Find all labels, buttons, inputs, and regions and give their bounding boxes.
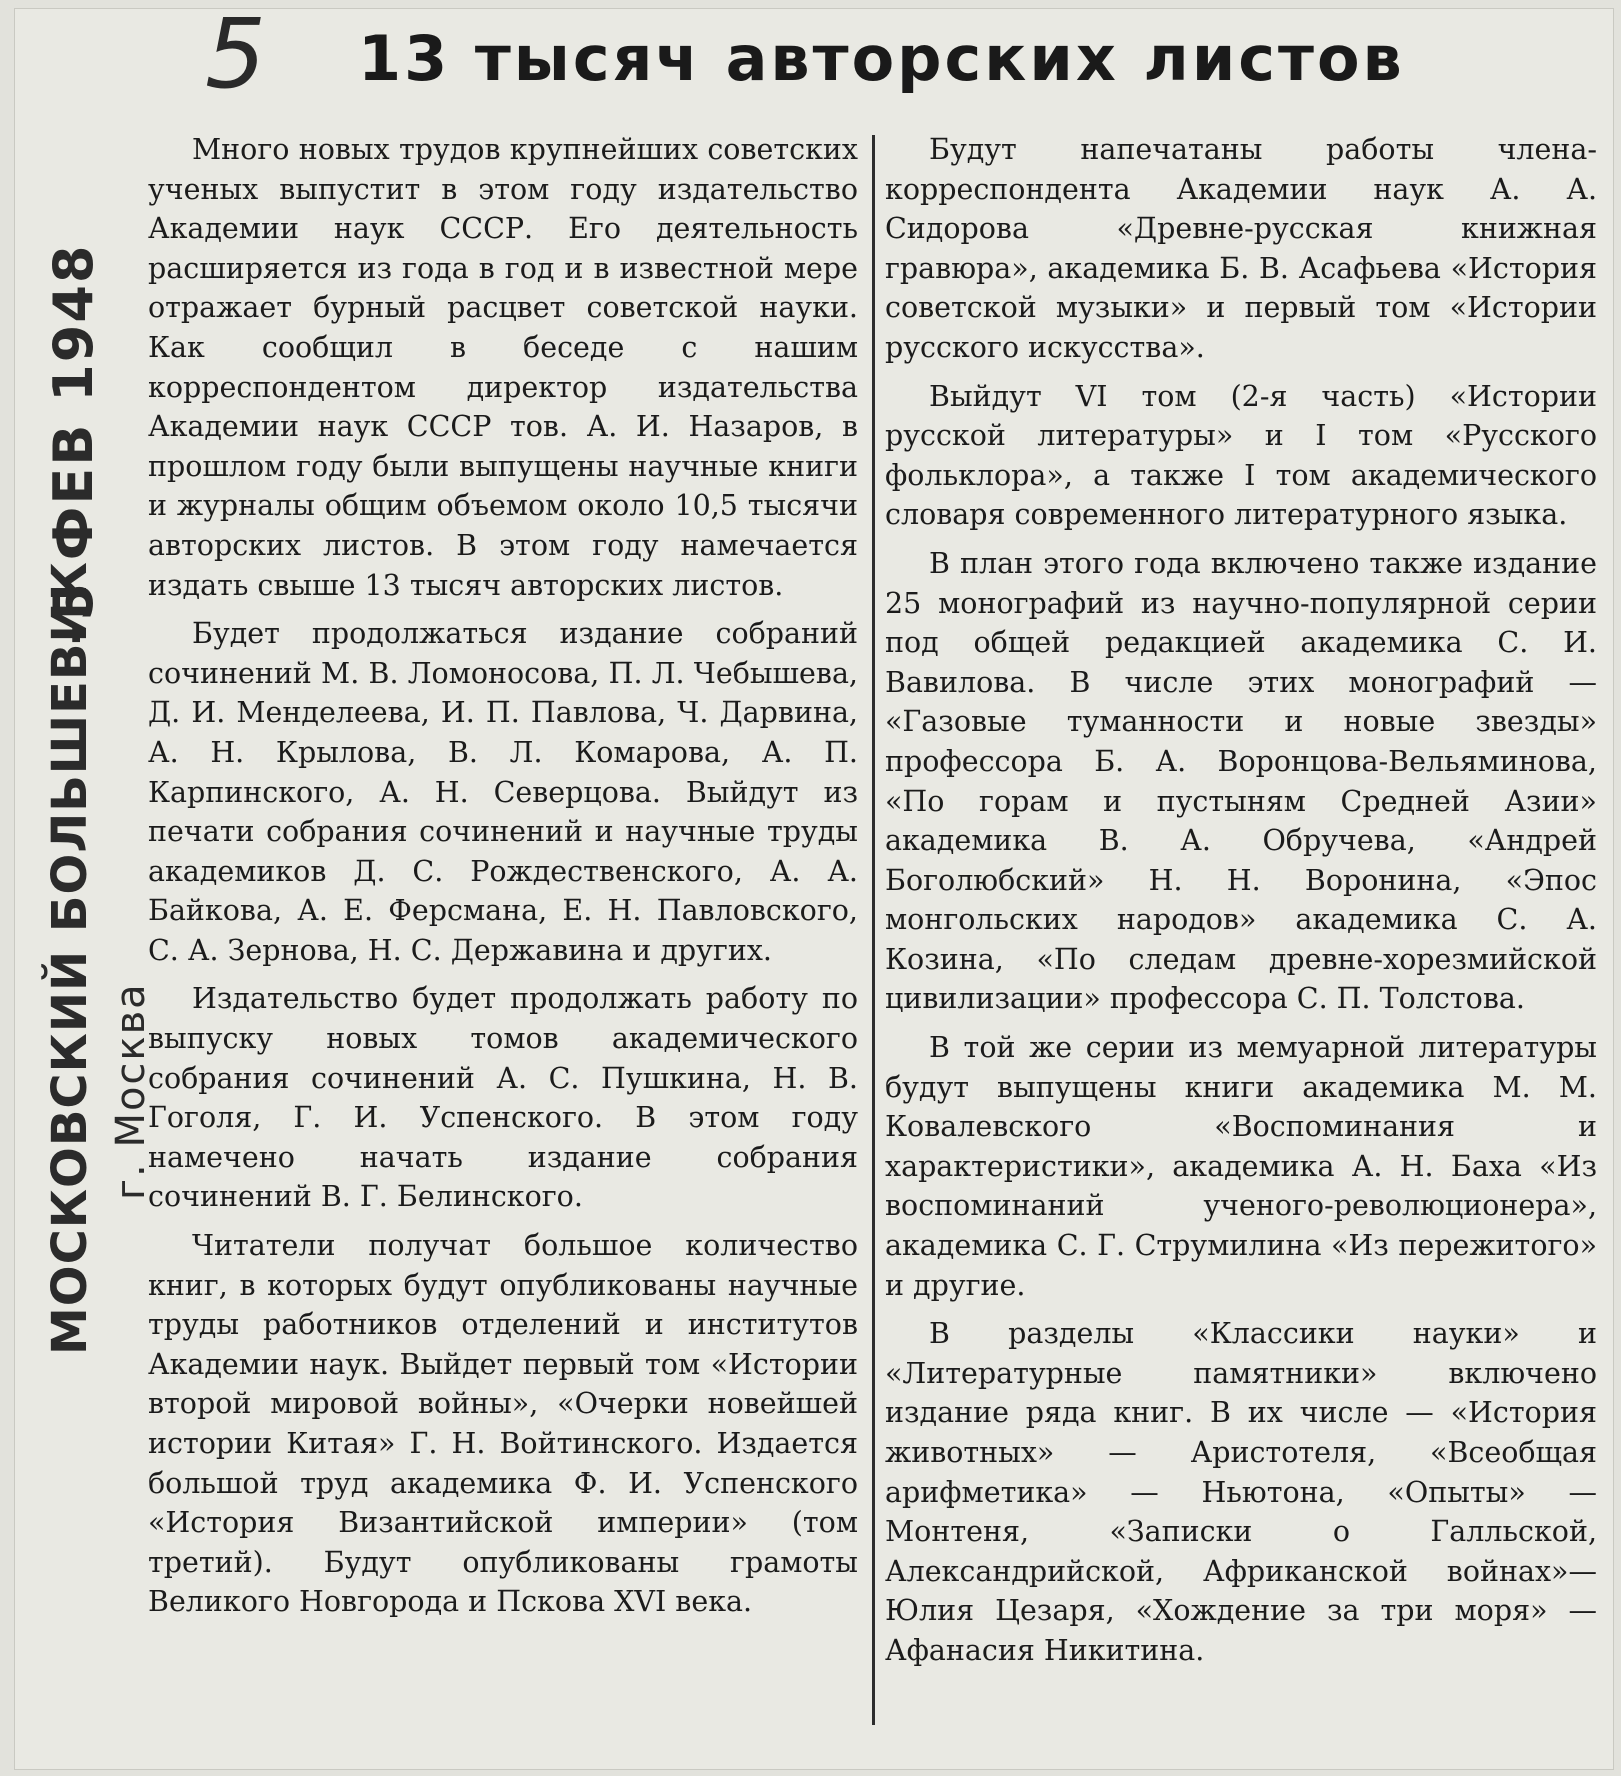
city-stamp: г. Москва (108, 982, 154, 1200)
handwritten-page-number: 5 (205, 0, 267, 110)
article-column-left (148, 130, 858, 1631)
date-stamp: -5 ФЕВ 1948 (42, 243, 105, 645)
column-divider (872, 135, 875, 1725)
paragraph: В план этого года включено также издание 25 монографий из научно-популярной серии под общей редакцией академика С. И. Вавилова. В числе этих монографий — «Газовые туманности и новые звезды» профессора Б. А. Воронцова-Вельяминова, «По горам и пустыням Средней Азии» академика В. А. Обручева, «Андрей Боголюбский» Н. Н. Воронина, «Эпос монгольских народов» академика С. А. Козина, «По следам древне-хорезмийской цивилизации» профессора С. П. Толстова. (885, 546, 1597, 1016)
paragraph: Будут напечатаны работы члена-корреспондента Академии наук А. А. Сидорова «Древне-русская книжная гравюра», академика Б. В. Асафьева «История советской музыки» и первый том «Истории русского искусства». (885, 133, 1597, 364)
paragraph: В той же серии из мемуарной литературы будут выпущены книги академика М. М. Ковалевского «Воспоминания и характеристики», академика А. Н. Баха «Из воспоминаний ученого-революционера», академика С. Г. Струмилина «Из пережитого» и другие. (885, 1031, 1597, 1302)
paragraph: Много новых трудов крупнейших советских ученых выпустит в этом году издательство Академии наук СССР. Его деятельность расширяется из года в год и в известной мере отражает бурный расцвет советской науки. Как сообщил в беседе с нашим корреспондентом директор издательства Академии наук СССР тов. А. И. Назаров, в прошлом году были выпущены научные книги и журналы общим объемом около 10,5 тысячи авторских листов. В этом году намечается издать свыше 13 тысяч авторских листов. (148, 133, 858, 602)
paragraph: Читатели получат большое количество книг, в которых будут опубликованы научные труды работников отделений и институтов Академии наук. Выйдет первый том «Истории второй мировой войны», «Очерки новейшей истории Китая» Г. Н. Войтинского. Издается большой труд академика Ф. И. Успенского «История Византийской империи» (том третий). Будут опубликованы грамоты Великого Новгорода и Пскова XVI века. (148, 1229, 858, 1619)
paragraph: Издательство будет продолжать работу по выпуску новых томов академического собрания сочинений А. С. Пушкина, Н. В. Гоголя, Г. И. Успенского. В этом году намечено начать издание собрания сочинений В. Г. Белинского. (148, 982, 858, 1214)
paragraph: Будет продолжаться издание собраний сочинений М. В. Ломоносова, П. Л. Чебышева, Д. И. Менделеева, И. П. Павлова, Ч. Дарвина, А. Н. Крылова, В. Л. Комарова, А. П. Карпинского, А. Н. Северцова. Выйдут из печати собрания сочинений и научные труды академиков Д. С. Рождественского, А. А. Байкова, А. Е. Ферсмана, Е. Н. Павловского, С. А. Зернова, Н. С. Державина и других. (148, 617, 858, 967)
paragraph: Выйдут VI том (2-я часть) «Истории русской литературы» и I том «Русского фольклора», а также I том академического словаря современного литературного языка. (885, 379, 1597, 532)
paragraph: В разделы «Классики науки» и «Литературные памятники» включено издание ряда книг. В их числе — «История животных» — Аристотеля, «Всеобщая арифметика» — Ньютона, «Опыты» — Монтеня, «Записки о Галльской, Александрийской, Африканской войнах»—Юлия Цезаря, «Хождение за три моря» — Афанасия Никитина. (885, 1317, 1597, 1667)
article-column-right (885, 130, 1597, 1680)
newspaper-name-stamp: МОСКОВСКИЙ БОЛЬШЕВИК (42, 561, 98, 1355)
article-headline: 13 тысяч авторских листов (358, 22, 1405, 95)
